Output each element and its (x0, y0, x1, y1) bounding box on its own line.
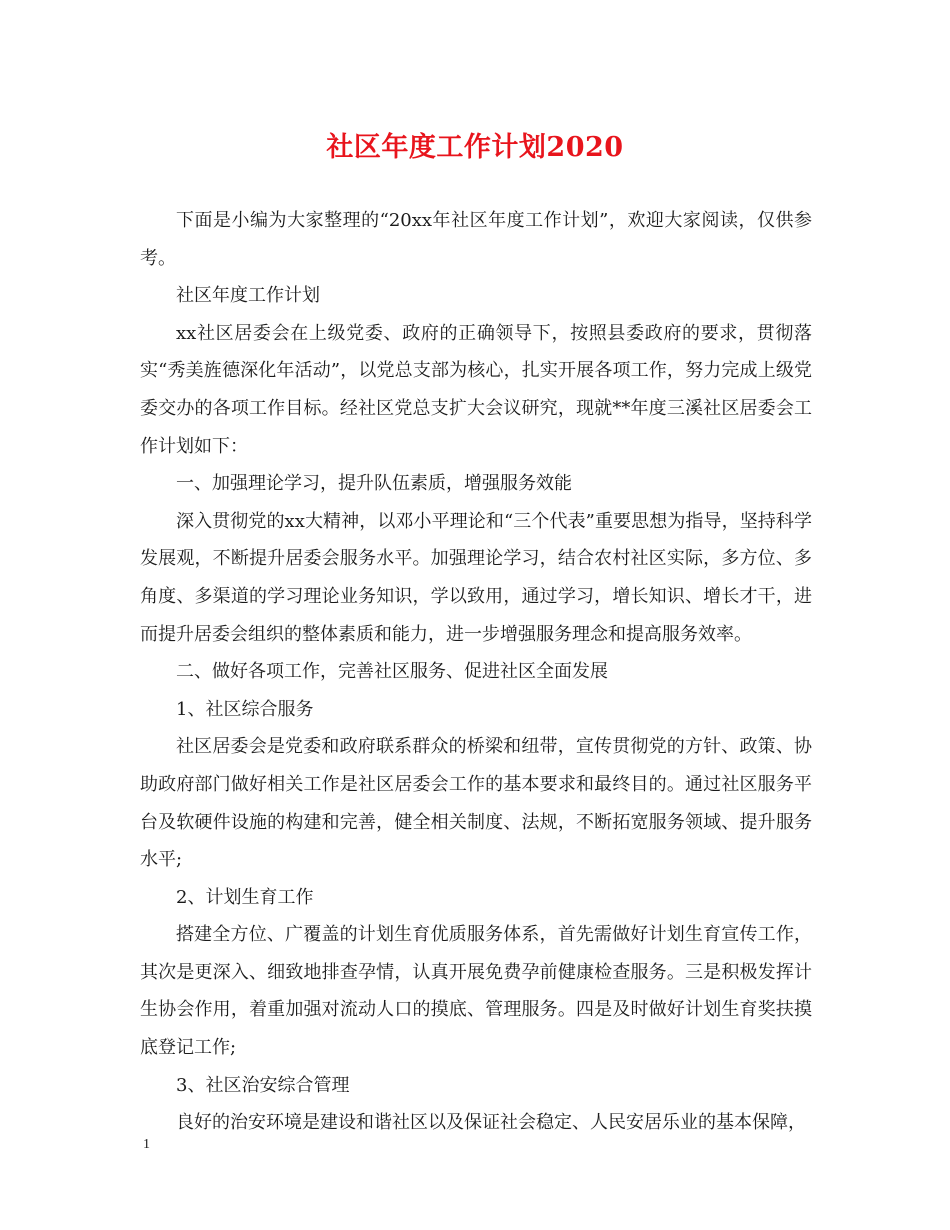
section-heading-1: 一、加强理论学习，提升队伍素质，增强服务效能 (176, 473, 572, 495)
subsection-heading-2: 2、计划生育工作 (176, 886, 314, 908)
section-heading-2: 二、做好各项工作，完善社区服务、促进社区全面发展 (176, 661, 608, 683)
document-body (140, 202, 812, 1142)
document-title: 社区年度工作计划2020 (326, 132, 624, 163)
paragraph-intro: 下面是小编为大家整理的“20xx年社区年度工作计划”，欢迎大家阅读，仅供参考。 (140, 210, 812, 269)
paragraph-subtitle: 社区年度工作计划 (176, 285, 320, 307)
subsection-heading-1: 1、社区综合服务 (176, 698, 314, 720)
paragraph-subsection-2: 搭建全方位、广覆盖的计划生育优质服务体系，首先需做好计划生育宣传工作，其次是更深入、细致地排查孕情，认真开展免费孕前健康检查服务。三是积极发挥计生协会作用，着重加强对流动人口的摸底、管理服务。四是及时做好计划生育奖扶摸底登记工作; (140, 924, 812, 1059)
paragraph-section-1: 深入贯彻党的xx大精神，以邓小平理论和“三个代表”重要思想为指导，坚持科学发展观，不断提升居委会服务水平。加强理论学习，结合农村社区实际，多方位、多角度、多渠道的学习理论业务知识，学以致用，通过学习，增长知识、增长才干，进而提升居委会组织的整体素质和能力，进一步增强服务理念和提高服务效率。 (140, 510, 812, 645)
paragraph-subsection-1: 社区居委会是党委和政府联系群众的桥梁和纽带，宣传贯彻党的方针、政策、协助政府部门做好相关工作是社区居委会工作的基本要求和最终目的。通过社区服务平台及软硬件设施的构建和完善，健全相关制度、法规，不断拓宽服务领域、提升服务水平; (140, 736, 812, 871)
paragraph-overview: xx社区居委会在上级党委、政府的正确领导下，按照县委政府的要求，贯彻落实“秀美旌德深化年活动”，以党总支部为核心，扎实开展各项工作，努力完成上级党委交办的各项工作目标。经社区党总支扩大会议研究，现就**年度三溪社区居委会工作计划如下： (140, 322, 812, 457)
page-number: 1 (143, 1137, 150, 1152)
paragraph-subsection-3: 良好的治安环境是建设和谐社区以及保证社会稳定、人民安居乐业的基本保障， (176, 1112, 806, 1134)
subsection-heading-3: 3、社区治安综合管理 (176, 1074, 350, 1096)
